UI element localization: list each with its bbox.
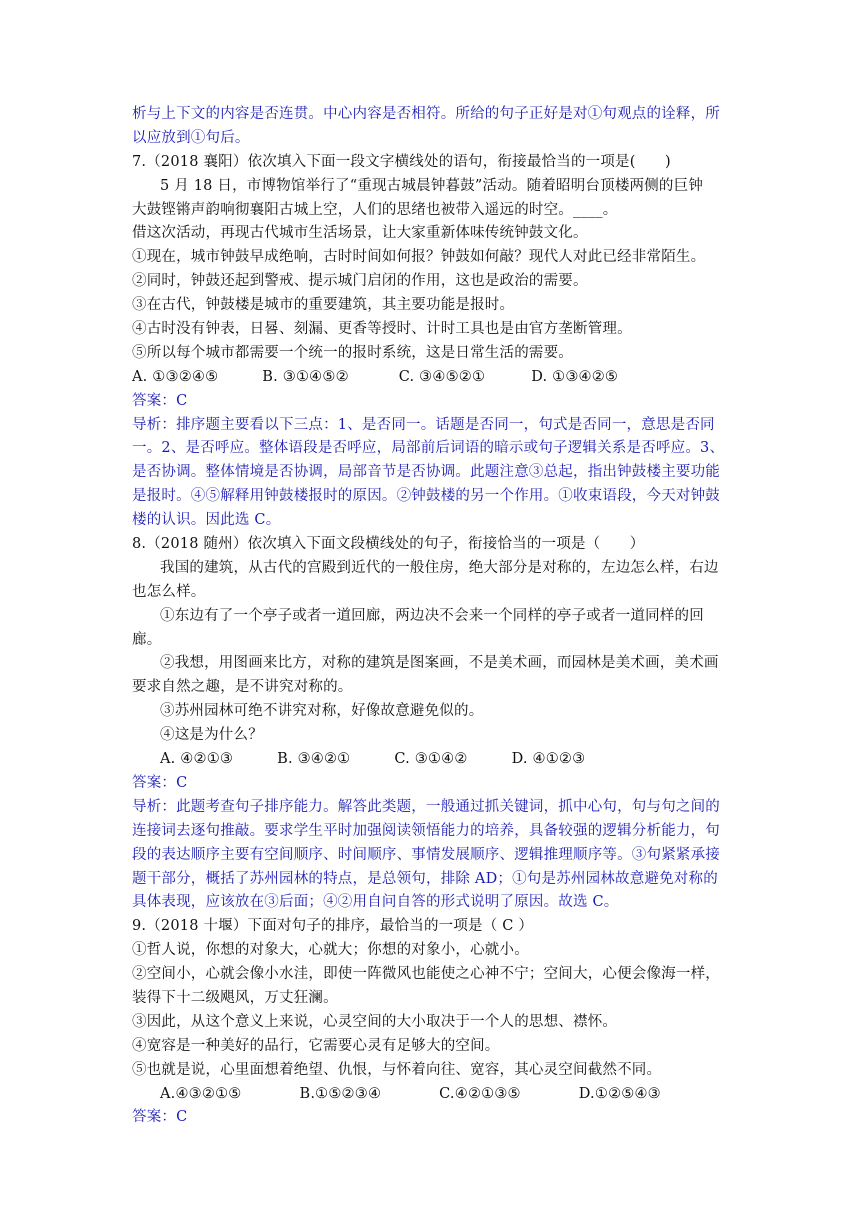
q9-sentence-4: ④宽容是一种美好的品行，它需要心灵有足够大的空间。	[132, 1037, 500, 1054]
q8-option-b: B. ③④②①	[277, 751, 351, 768]
intro-analysis-line-1: 析与上下文的内容是否连贯。中心内容是否相符。所给的句子正好是对①句观点的诠释，所	[132, 106, 720, 122]
q8-passage-line-1: 我国的建筑，从古代的宫殿到近代的一般住房，绝大部分是对称的，左边怎么样，右边	[160, 559, 719, 576]
q7-analysis-line-5: 楼的认识。因此选 C。	[132, 512, 281, 529]
q8-sentence-2b: 要求自然之趣，是不讲究对称的。	[132, 679, 353, 696]
q7-sentence-5: ⑤所以每个城市都需要一个统一的报时系统，这是日常生活的需要。	[132, 344, 573, 361]
q8-option-a: A. ④②①③	[160, 751, 234, 768]
q8-option-c: C. ③①④②	[394, 751, 468, 768]
q9-sentence-5: ⑤也就是说，心里面想着绝望、仇恨，与怀着向往、宽容，其心灵空间截然不同。	[132, 1061, 662, 1078]
q8-sentence-1b: 廊。	[132, 631, 162, 648]
q7-option-c: C. ③④⑤②①	[398, 368, 486, 385]
q7-analysis-line-3: 是否协调。整体情境是否协调，局部音节是否协调。此题注意③总起，指出钟鼓楼主要功能	[132, 464, 720, 481]
intro-analysis-line-2: 以应放到①句后。	[132, 129, 250, 146]
q7-options	[132, 366, 732, 390]
q7-passage-line-3: 借这次活动，再现古代城市生活场景，让大家重新体味传统钟鼓文化。	[132, 225, 588, 242]
q7-answer: 答案：C	[132, 392, 188, 409]
q7-analysis-line-1: 导析：排序题主要看以下三点：1、是否同一。话题是否同一，句式是否同一，意思是否同	[132, 416, 715, 433]
q7-option-b: B. ③①④⑤②	[262, 368, 349, 385]
q7-sentence-4: ④古时没有钟表，日晷、刻漏、更香等授时、计时工具也是由官方垄断管理。	[132, 321, 632, 338]
q9-options	[132, 1083, 732, 1107]
q8-analysis-line-5: 具体表现，应该放在③后面；④②用自问自答的形式说明了原因。故选 C。	[132, 894, 619, 911]
q8-stem: 8.（2018 随州）依次填入下面文段横线处的句子，衔接恰当的一项是（ ）	[132, 536, 645, 553]
q7-sentence-3: ③在古代，钟鼓楼是城市的重要建筑，其主要功能是报时。	[132, 297, 515, 314]
q7-sentence-1: ①现在，城市钟鼓早成绝响，古时时间如何报？钟鼓如何敲？现代人对此已经非常陌生。	[132, 249, 706, 266]
q8-analysis-line-2: 连接词去逐句推敲。要求学生平时加强阅读领悟能力的培养，具备较强的逻辑分析能力，句	[132, 822, 720, 839]
q9-option-c: C.④②①③⑤	[439, 1085, 521, 1102]
q9-option-a: A.④③②①⑤	[160, 1085, 242, 1102]
q8-option-d: D. ④①②③	[511, 751, 586, 768]
q7-analysis-line-2: 一。2、是否呼应。整体语段是否呼应，局部前后词语的暗示或句子逻辑关系是否呼应。3、	[132, 440, 725, 457]
q7-option-a: A. ①③②④⑤	[132, 368, 219, 385]
q8-analysis-line-3: 段的表达顺序主要有空间顺序、时间顺序、事情发展顺序、逻辑推理顺序等。③句紧紧承接	[132, 846, 720, 863]
q7-passage-line-1: 5 月 18 日，市博物馆举行了“重现古城晨钟暮鼓”活动。随着昭明台顶楼两侧的巨钟	[160, 177, 704, 194]
q9-option-d: D.①②⑤④③	[578, 1085, 661, 1102]
q7-option-d: D. ①③④②⑤	[531, 368, 619, 385]
q8-sentence-2a: ②我想，用图画来比方，对称的建筑是图案画，不是美术画，而园林是美术画，美术画	[160, 655, 719, 672]
q9-answer: 答案：C	[132, 1109, 188, 1126]
q8-sentence-4: ④这是为什么？	[160, 727, 263, 744]
q8-sentence-1a: ①东边有了一个亭子或者一道回廊，两边决不会来一个同样的亭子或者一道同样的回	[160, 607, 704, 624]
document-body	[132, 103, 732, 1130]
q7-passage-line-2: 大鼓铿锵声韵响彻襄阳古城上空，人们的思绪也被带入遥远的时空。____。	[132, 201, 618, 218]
q9-option-b: B.①⑤②③④	[299, 1085, 382, 1102]
q8-answer: 答案：C	[132, 774, 188, 791]
q7-analysis-line-4: 是报时。④⑤解释用钟鼓楼报时的原因。②钟鼓楼的另一个作用。①收束语段，今天对钟鼓	[132, 488, 720, 505]
q8-options	[132, 748, 732, 772]
q8-analysis-line-4: 题干部分，概括了苏州园林的特点，是总领句，排除 AD；①句是苏州园林故意避免对称的	[132, 870, 718, 887]
q7-stem: 7.（2018 襄阳）依次填入下面一段文字横线处的语句，衔接最恰当的一项是( )	[132, 153, 671, 170]
q8-passage-line-2: 也怎么样。	[132, 583, 206, 600]
q9-sentence-2b: 装得下十二级飓风，万丈狂澜。	[132, 989, 338, 1006]
q9-sentence-1: ①哲人说，你想的对象大，心就大；你想的对象小，心就小。	[132, 942, 529, 959]
q9-stem: 9.（2018 十堰）下面对句子的排序，最恰当的一项是（ C ）	[132, 918, 534, 935]
q9-sentence-2a: ②空间小，心就会像小水洼，即使一阵微风也能使之心神不宁；空间大，心便会像海一样，	[132, 966, 720, 983]
q7-sentence-2: ②同时，钟鼓还起到警戒、提示城门启闭的作用，这也是政治的需要。	[132, 273, 588, 290]
q8-analysis-line-1: 导析：此题考查句子排序能力。解答此类题，一般通过抓关键词，抓中心句，句与句之间的	[132, 798, 720, 815]
q8-sentence-3: ③苏州园林可绝不讲究对称，好像故意避免似的。	[160, 703, 484, 720]
q9-sentence-3: ③因此，从这个意义上来说，心灵空间的大小取决于一个人的思想、襟怀。	[132, 1013, 618, 1030]
